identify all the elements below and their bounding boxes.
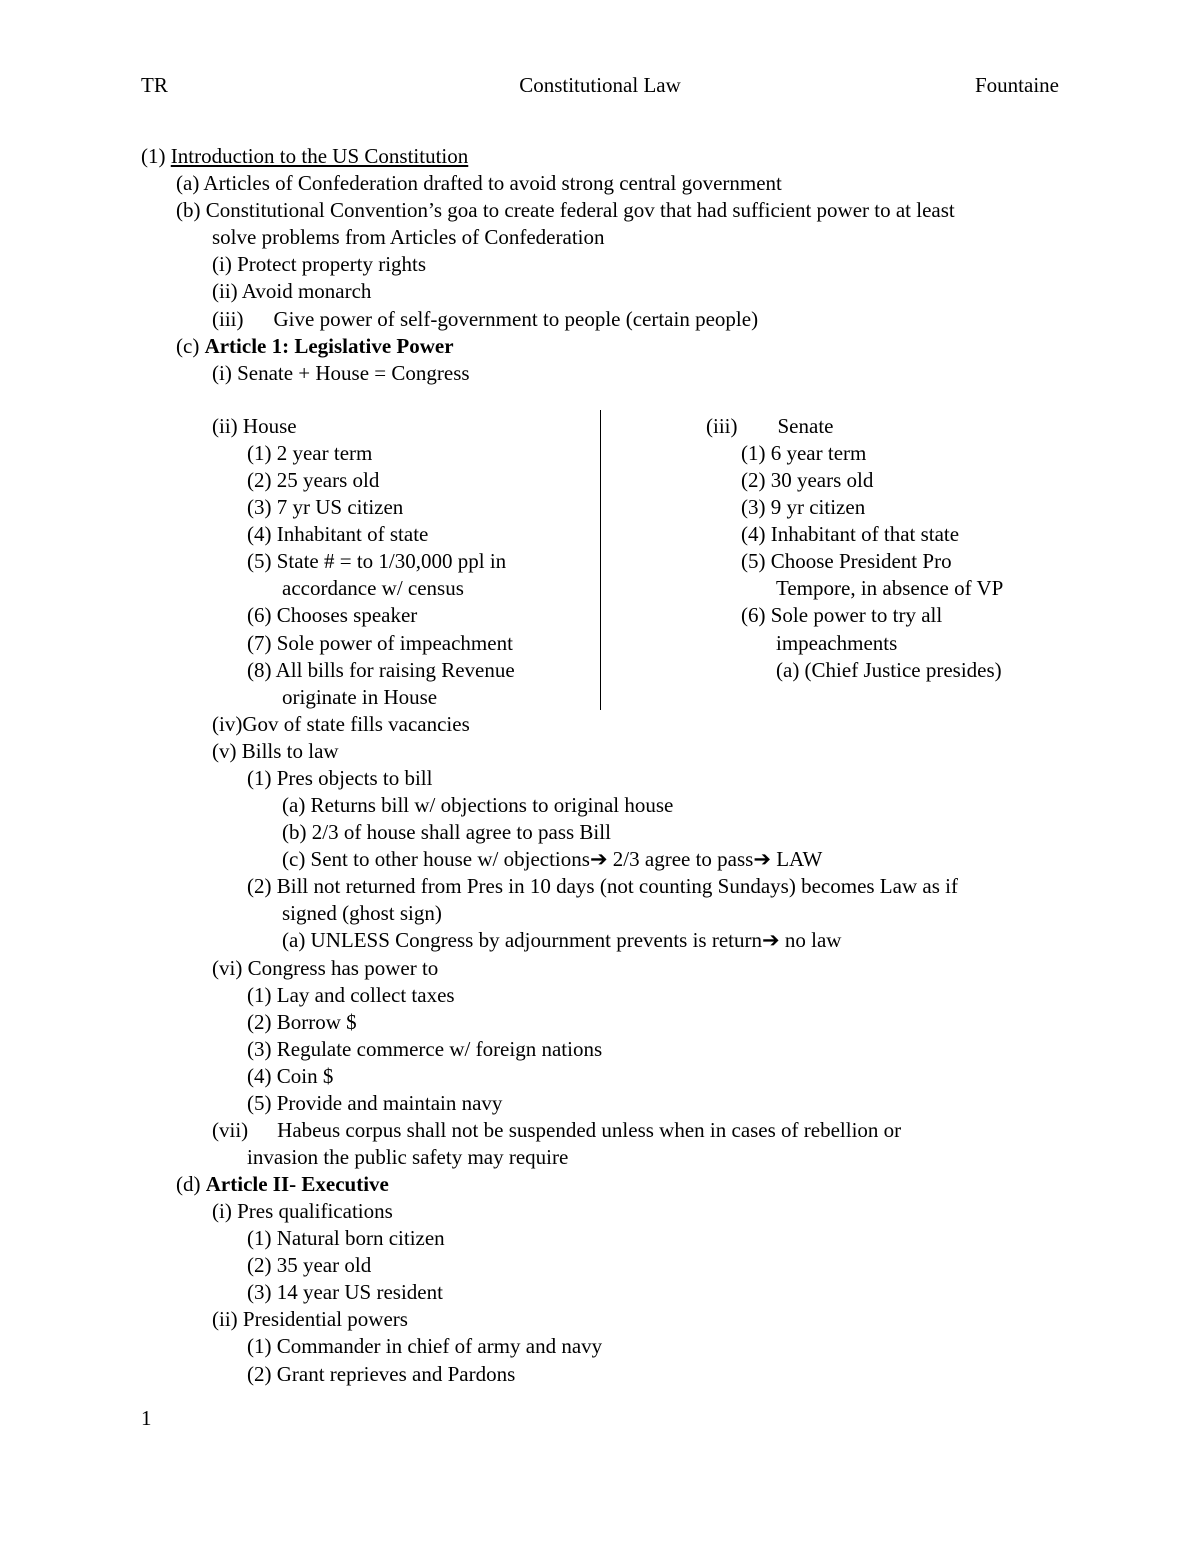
senate-label: Senate xyxy=(777,414,834,438)
item-b-iii-number: (iii) xyxy=(212,307,244,331)
senate-item: (1) 6 year term xyxy=(741,441,867,465)
congress-power-item: (2) Borrow $ xyxy=(247,1010,357,1034)
senate-item-continued: impeachments xyxy=(776,631,898,655)
item-c-v-2-line2: signed (ghost sign) xyxy=(282,901,442,925)
arrow-icon: ➔ xyxy=(753,847,771,871)
item-c-v-1c-text: 2/3 agree to pass xyxy=(607,847,754,871)
pres-qualification-item: (3) 14 year US resident xyxy=(247,1280,443,1304)
page-number: 1 xyxy=(141,1406,152,1430)
senate-item: (4) Inhabitant of that state xyxy=(741,522,960,546)
section-1-number: (1) xyxy=(141,144,166,168)
house-item: (3) 7 yr US citizen xyxy=(247,495,404,519)
pres-qualification-item: (2) 35 year old xyxy=(247,1253,372,1277)
house-item: (7) Sole power of impeachment xyxy=(247,631,513,655)
senate-item: (5) Choose President Pro xyxy=(741,549,952,573)
item-c-i: (i) Senate + House = Congress xyxy=(212,361,470,385)
item-c-v-1a: (a) Returns bill w/ objections to original house xyxy=(282,793,674,817)
house-item-continued: accordance w/ census xyxy=(282,576,464,600)
item-c-vii-number: (vii) xyxy=(212,1118,249,1142)
section-1-title: Introduction to the US Constitution xyxy=(170,144,469,168)
arrow-icon: ➔ xyxy=(762,928,780,952)
senate-item: (3) 9 yr citizen xyxy=(741,495,866,519)
pres-power-item: (1) Commander in chief of army and navy xyxy=(247,1334,603,1358)
pres-power-item: (2) Grant reprieves and Pardons xyxy=(247,1362,516,1386)
item-c-v-1c-text: LAW xyxy=(770,847,823,871)
item-c-v-1b: (b) 2/3 of house shall agree to pass Bill xyxy=(282,820,611,844)
item-b-ii: (ii) Avoid monarch xyxy=(212,279,372,303)
header-left: TR xyxy=(141,73,168,97)
item-b-iii xyxy=(212,306,758,333)
item-c-iv: (iv)Gov of state fills vacancies xyxy=(212,712,470,736)
item-c-heading xyxy=(176,333,454,360)
house-item-continued: originate in House xyxy=(282,685,438,709)
house-title: (ii) House xyxy=(212,414,297,438)
item-c-v-1c-text: (c) Sent to other house w/ objections xyxy=(282,847,590,871)
item-c-vii-text: Habeus corpus shall not be suspended unless when in cases of rebellion or xyxy=(277,1118,902,1142)
house-item: (6) Chooses speaker xyxy=(247,603,418,627)
congress-power-item: (5) Provide and maintain navy xyxy=(247,1091,503,1115)
header-right: Fountaine xyxy=(975,73,1059,97)
arrow-icon: ➔ xyxy=(589,847,608,871)
item-c-title: Article 1: Legislative Power xyxy=(204,334,454,358)
item-c-v: (v) Bills to law xyxy=(212,739,339,763)
item-c-vii-line2: invasion the public safety may require xyxy=(247,1145,569,1169)
congress-power-item: (4) Coin $ xyxy=(247,1064,334,1088)
item-c-v-2a-text: no law xyxy=(779,928,842,952)
section-1-heading xyxy=(141,143,468,170)
pres-qualification-item: (1) Natural born citizen xyxy=(247,1226,445,1250)
item-c-number: (c) xyxy=(176,334,200,358)
house-item: (1) 2 year term xyxy=(247,441,373,465)
item-c-vii xyxy=(212,1117,901,1144)
header-title: Constitutional Law xyxy=(519,73,681,97)
senate-item: (2) 30 years old xyxy=(741,468,874,492)
item-d-i: (i) Pres qualifications xyxy=(212,1199,393,1223)
congress-power-item: (3) Regulate commerce w/ foreign nations xyxy=(247,1037,603,1061)
item-d-heading xyxy=(176,1171,389,1198)
item-d-title: Article II- Executive xyxy=(205,1172,389,1196)
house-item: (8) All bills for raising Revenue xyxy=(247,658,515,682)
item-c-v-2-line1: (2) Bill not returned from Pres in 10 days (not counting Sundays) becomes Law as if xyxy=(247,874,958,898)
item-d-ii: (ii) Presidential powers xyxy=(212,1307,408,1331)
item-c-v-2a xyxy=(282,927,841,954)
item-b-i: (i) Protect property rights xyxy=(212,252,427,276)
senate-title xyxy=(706,413,833,440)
house-item: (4) Inhabitant of state xyxy=(247,522,429,546)
item-d-number: (d) xyxy=(176,1172,201,1196)
senate-item-continued: Tempore, in absence of VP xyxy=(776,576,1004,600)
house-item: (2) 25 years old xyxy=(247,468,380,492)
congress-power-item: (1) Lay and collect taxes xyxy=(247,983,455,1007)
item-b-iii-text: Give power of self-government to people (certain people) xyxy=(273,307,759,331)
house-item: (5) State # = to 1/30,000 ppl in xyxy=(247,549,507,573)
item-a: (a) Articles of Confederation drafted to avoid strong central government xyxy=(176,171,782,195)
senate-number: (iii) xyxy=(706,414,738,438)
senate-sub-item: (a) (Chief Justice presides) xyxy=(776,658,1002,682)
item-b-line1: (b) Constitutional Convention’s goa to create federal gov that had sufficient power to at least xyxy=(176,198,955,222)
column-divider xyxy=(600,410,601,710)
item-c-v-2a-text: (a) UNLESS Congress by adjournment prevents is return xyxy=(282,928,762,952)
senate-item: (6) Sole power to try all xyxy=(741,603,943,627)
item-c-v-1: (1) Pres objects to bill xyxy=(247,766,433,790)
item-c-vi: (vi) Congress has power to xyxy=(212,956,439,980)
item-b-line2: solve problems from Articles of Confederation xyxy=(212,225,605,249)
item-c-v-1c xyxy=(282,846,822,873)
